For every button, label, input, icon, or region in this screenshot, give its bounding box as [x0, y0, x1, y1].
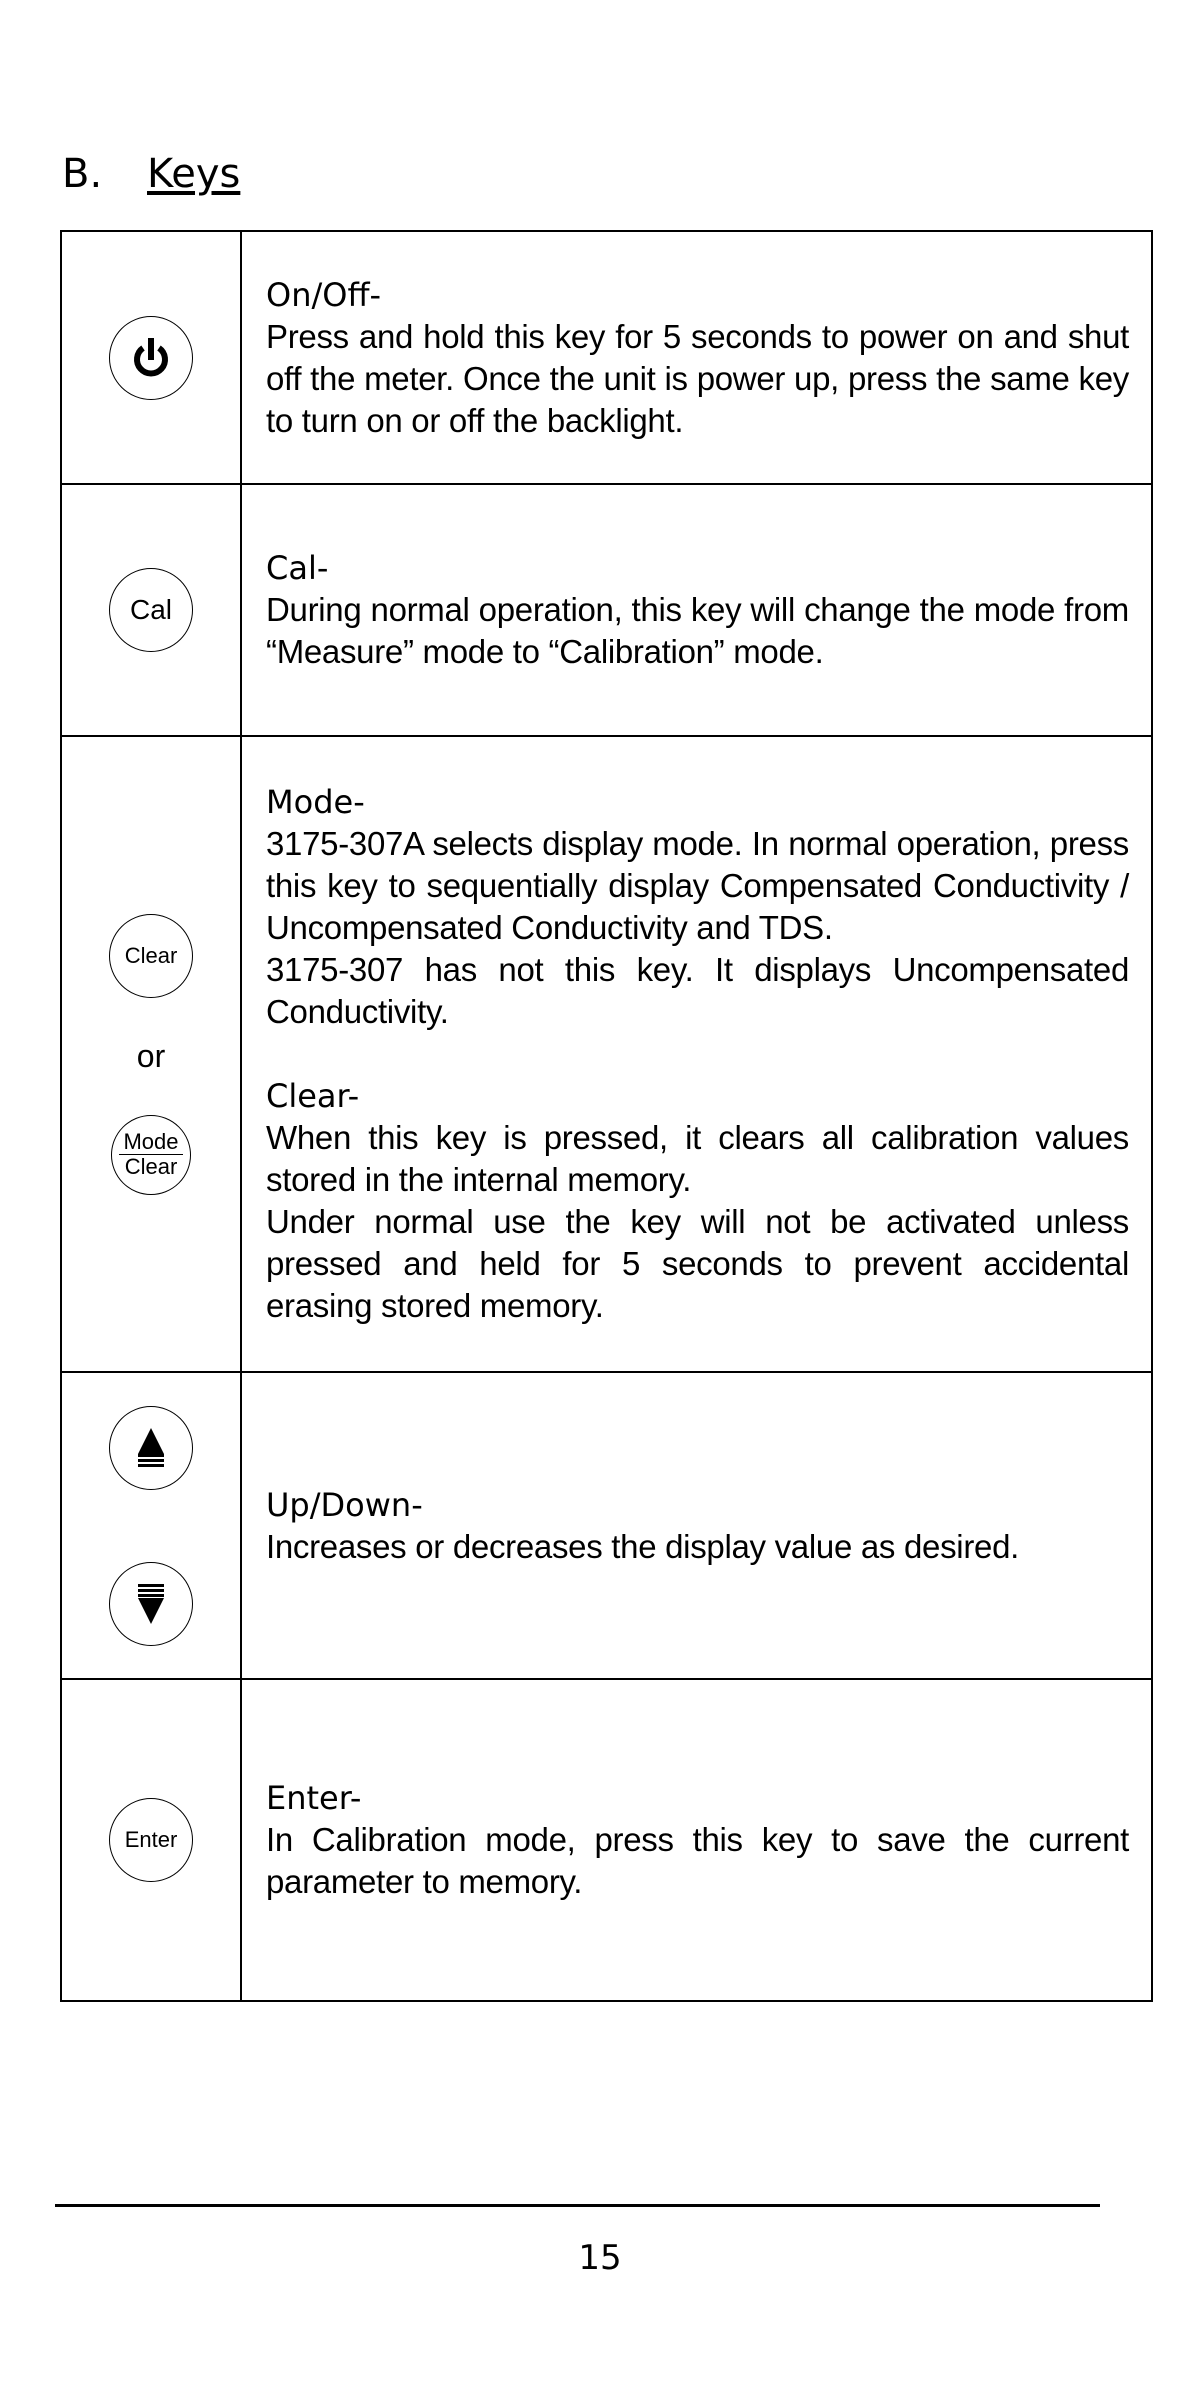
key-description: In Calibration mode, press this key to save the current parameter to memory.	[266, 1821, 1129, 1900]
key-label: Enter-	[266, 1779, 362, 1817]
key-label: Cal-	[266, 549, 329, 587]
cal-key-text: Cal	[129, 594, 172, 625]
key-label: Mode-	[266, 783, 365, 821]
key-row-on-off	[61, 231, 1152, 484]
key-label: Clear-	[266, 1077, 360, 1115]
key-row-up-down	[61, 1372, 1152, 1679]
key-icon-cell	[61, 231, 241, 484]
mode-clear-key-top: Mode	[119, 1130, 182, 1155]
section-letter: B.	[62, 151, 103, 197]
key-description: Increases or decreases the display value as desired.	[266, 1527, 1019, 1565]
key-description: 3175-307A selects display mode. In normal operation, press this key to sequentially display Compensated Conductivity / Uncompensated Conductivity and TDS.	[266, 825, 1129, 946]
clear-key-icon	[109, 914, 193, 998]
mode-clear-key-bottom: Clear	[124, 1154, 178, 1179]
key-label: Up/Down-	[266, 1485, 423, 1524]
enter-key-text: Enter	[124, 1827, 178, 1852]
key-icon-cell	[61, 736, 241, 1372]
key-text-cell	[241, 484, 1152, 736]
footer-divider	[55, 2204, 1100, 2207]
key-description: When this key is pressed, it clears all calibration values stored in the internal memory.	[266, 1119, 1129, 1198]
power-icon	[109, 316, 193, 400]
keys-table	[60, 230, 1153, 2002]
cal-key-icon	[109, 568, 193, 652]
page-number: 15	[578, 2238, 622, 2278]
up-arrow-key-icon	[109, 1406, 193, 1490]
key-description: Under normal use the key will not be activated unless pressed and held for 5 seconds to prevent accidental erasing stored memory.	[266, 1203, 1129, 1324]
key-description: 3175-307 has not this key. It displays Uncompensated Conductivity.	[266, 951, 1129, 1030]
key-description: During normal operation, this key will change the mode from “Measure” mode to “Calibration” mode.	[266, 591, 1129, 670]
key-icon-cell	[61, 1372, 241, 1679]
key-row-mode-clear	[61, 736, 1152, 1372]
key-description: Press and hold this key for 5 seconds to power on and shut off the meter. Once the unit is power up, press the same key to turn on or off the backlight.	[266, 317, 1129, 439]
key-icon-cell	[61, 1679, 241, 2001]
or-text: or	[136, 1037, 166, 1074]
key-text-cell	[241, 736, 1152, 1372]
down-arrow-key-icon	[109, 1562, 193, 1646]
mode-clear-key-icon	[111, 1115, 191, 1195]
clear-key-text: Clear	[124, 942, 178, 968]
section-heading	[62, 150, 240, 198]
enter-key-icon	[109, 1798, 193, 1882]
key-text-cell	[241, 1679, 1152, 2001]
section-title: Keys	[147, 151, 241, 197]
key-row-cal	[61, 484, 1152, 736]
key-label: On/Off-	[266, 275, 382, 314]
key-text-cell	[241, 231, 1152, 484]
key-icon-cell	[61, 484, 241, 736]
key-text-cell	[241, 1372, 1152, 1679]
key-row-enter	[61, 1679, 1152, 2001]
